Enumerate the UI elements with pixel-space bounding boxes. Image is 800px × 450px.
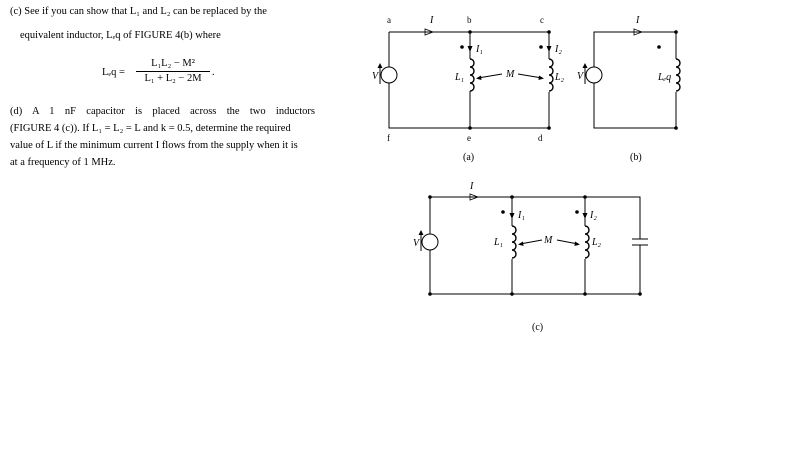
- current-label: I: [636, 15, 640, 26]
- i1-label: I₁: [476, 44, 483, 55]
- l1-label: L₁: [455, 72, 465, 83]
- leq-label: Lₑq: [658, 72, 672, 83]
- i1-label: I₁: [518, 210, 525, 221]
- inductor-leq-icon: [676, 59, 680, 91]
- node-dot: [674, 126, 678, 130]
- figure-a: [372, 15, 565, 163]
- i2-arrow-icon: [583, 213, 588, 219]
- inductor-l1-icon: [470, 59, 474, 92]
- node-label-b: b: [467, 15, 472, 25]
- node-dot: [468, 30, 472, 34]
- voltage-source-icon: [419, 230, 439, 251]
- node-label-a: a: [387, 15, 391, 25]
- part-c-line2: equivalent inductor, Lₑq of FIGURE 4(b) where: [20, 30, 221, 41]
- voltage-source-icon: [583, 63, 603, 84]
- part-d-line1: (d) A 1 nF capacitor is placed across the two inductors: [10, 106, 315, 117]
- node-dot: [583, 292, 587, 296]
- i2-label: I₂: [590, 210, 597, 221]
- figure-c: [413, 181, 648, 333]
- polarity-dot: [657, 45, 661, 49]
- node-dot: [428, 292, 432, 296]
- i2-arrow-icon: [547, 46, 552, 52]
- wire: [594, 83, 676, 128]
- node-dot: [674, 30, 678, 34]
- polarity-dot: [501, 210, 505, 214]
- node-dots: [428, 195, 642, 296]
- node-label-e: e: [467, 133, 471, 143]
- figure-a-caption: (a): [463, 152, 475, 163]
- polarity-dot: [460, 45, 464, 49]
- l2-label: L₂: [555, 72, 565, 83]
- part-d-line2: (FIGURE 4 (c)). If L₁ = L₂ = L and k = 0.5, determine the required: [10, 123, 291, 134]
- source-label: V: [413, 238, 420, 249]
- node-dot: [547, 30, 551, 34]
- node-dot: [510, 195, 514, 199]
- current-label: I: [470, 181, 474, 192]
- wire: [594, 32, 676, 67]
- l2-label: L₂: [592, 237, 602, 248]
- inductor-l2-icon: [549, 59, 553, 91]
- node-label-d: d: [538, 133, 543, 143]
- source-label: V: [577, 71, 584, 82]
- i1-arrow-icon: [468, 46, 473, 52]
- current-label: I: [430, 15, 434, 26]
- polarity-dot: [575, 210, 579, 214]
- mutual-label: M: [506, 69, 515, 80]
- mutual-label: M: [544, 235, 553, 246]
- source-label: V: [372, 71, 379, 82]
- part-d-line3: value of L if the minimum current I flows from the supply when it is: [10, 140, 298, 151]
- node-dot: [468, 126, 472, 130]
- equation-end: .: [212, 67, 215, 78]
- l1-label: L₁: [494, 237, 504, 248]
- polarity-dot: [539, 45, 543, 49]
- figure-b-caption: (b): [630, 152, 642, 163]
- capacitor-icon: [632, 236, 648, 248]
- node-dot: [547, 126, 551, 130]
- equation-lhs: Lₑq =: [102, 67, 125, 78]
- part-d-line4: at a frequency of 1 MHz.: [10, 157, 116, 168]
- inductor-l1-icon: [512, 226, 516, 258]
- node-dot: [583, 195, 587, 199]
- inductor-l2-icon: [585, 226, 589, 258]
- i1-arrow-icon: [510, 213, 515, 219]
- equation-numerator: L₁L₂ − M²: [151, 58, 195, 69]
- wire: [389, 32, 549, 59]
- figure-c-caption: (c): [532, 322, 544, 333]
- node-label-c: c: [540, 15, 544, 25]
- node-dot: [638, 292, 642, 296]
- equation-denominator: L₁ + L₂ − 2M: [144, 73, 202, 84]
- part-c-line1: (c) See if you can show that L₁ and L₂ can be replaced by the: [10, 6, 267, 17]
- node-label-f: f: [387, 133, 390, 143]
- figure-b: [577, 15, 680, 163]
- node-dot: [428, 195, 432, 199]
- voltage-source-icon: [378, 63, 398, 84]
- wire: [389, 83, 549, 128]
- wire: [430, 197, 640, 236]
- wire: [430, 248, 640, 294]
- node-dot: [510, 292, 514, 296]
- i2-label: I₂: [555, 44, 562, 55]
